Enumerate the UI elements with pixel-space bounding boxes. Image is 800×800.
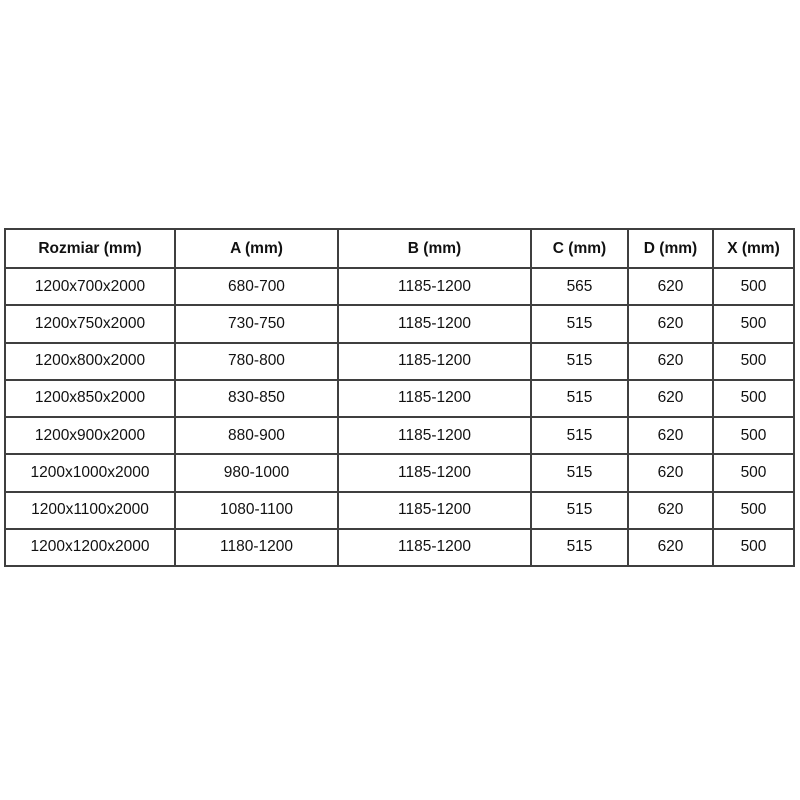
table-cell: 1185-1200	[338, 492, 531, 529]
table-cell: 1200x1200x2000	[5, 529, 175, 566]
table-cell: 730-750	[175, 305, 338, 342]
table-row	[5, 492, 794, 529]
table-cell: 880-900	[175, 417, 338, 454]
table-cell: 830-850	[175, 380, 338, 417]
column-header: A (mm)	[175, 229, 338, 268]
table-cell: 515	[531, 417, 628, 454]
table-cell: 515	[531, 454, 628, 491]
table-cell: 515	[531, 380, 628, 417]
table-cell: 565	[531, 268, 628, 305]
column-header: B (mm)	[338, 229, 531, 268]
table-cell: 500	[713, 454, 794, 491]
table-row	[5, 268, 794, 305]
table-cell: 620	[628, 380, 713, 417]
table-cell: 1185-1200	[338, 417, 531, 454]
table-cell: 1200x700x2000	[5, 268, 175, 305]
table-cell: 620	[628, 529, 713, 566]
table-cell: 1200x1000x2000	[5, 454, 175, 491]
size-table	[4, 228, 795, 567]
table-cell: 500	[713, 380, 794, 417]
table-cell: 1200x750x2000	[5, 305, 175, 342]
table-cell: 620	[628, 305, 713, 342]
column-header: X (mm)	[713, 229, 794, 268]
table-cell: 1080-1100	[175, 492, 338, 529]
table-cell: 1185-1200	[338, 380, 531, 417]
table-cell: 500	[713, 492, 794, 529]
table-cell: 515	[531, 529, 628, 566]
table-cell: 620	[628, 492, 713, 529]
column-header: C (mm)	[531, 229, 628, 268]
table-cell: 500	[713, 417, 794, 454]
table-row	[5, 305, 794, 342]
table-cell: 1185-1200	[338, 454, 531, 491]
table-cell: 1185-1200	[338, 305, 531, 342]
table-cell: 1200x850x2000	[5, 380, 175, 417]
table-cell: 1185-1200	[338, 343, 531, 380]
table-cell: 1200x900x2000	[5, 417, 175, 454]
table-cell: 620	[628, 417, 713, 454]
header-row	[5, 229, 794, 268]
table-cell: 620	[628, 343, 713, 380]
table-cell: 500	[713, 343, 794, 380]
table-row	[5, 454, 794, 491]
table-cell: 1200x800x2000	[5, 343, 175, 380]
table-cell: 515	[531, 343, 628, 380]
table-cell: 620	[628, 454, 713, 491]
table-cell: 1180-1200	[175, 529, 338, 566]
table-cell: 620	[628, 268, 713, 305]
table-row	[5, 529, 794, 566]
table-cell: 1185-1200	[338, 529, 531, 566]
table-header	[5, 229, 794, 268]
table-cell: 500	[713, 268, 794, 305]
table-row	[5, 380, 794, 417]
table-cell: 780-800	[175, 343, 338, 380]
table-row	[5, 417, 794, 454]
table-row	[5, 343, 794, 380]
column-header: D (mm)	[628, 229, 713, 268]
table-cell: 1200x1100x2000	[5, 492, 175, 529]
table-cell: 515	[531, 492, 628, 529]
table-cell: 515	[531, 305, 628, 342]
table-cell: 980-1000	[175, 454, 338, 491]
column-header: Rozmiar (mm)	[5, 229, 175, 268]
table-cell: 1185-1200	[338, 268, 531, 305]
table-cell: 500	[713, 305, 794, 342]
table-cell: 500	[713, 529, 794, 566]
table-cell: 680-700	[175, 268, 338, 305]
table-body	[5, 268, 794, 566]
